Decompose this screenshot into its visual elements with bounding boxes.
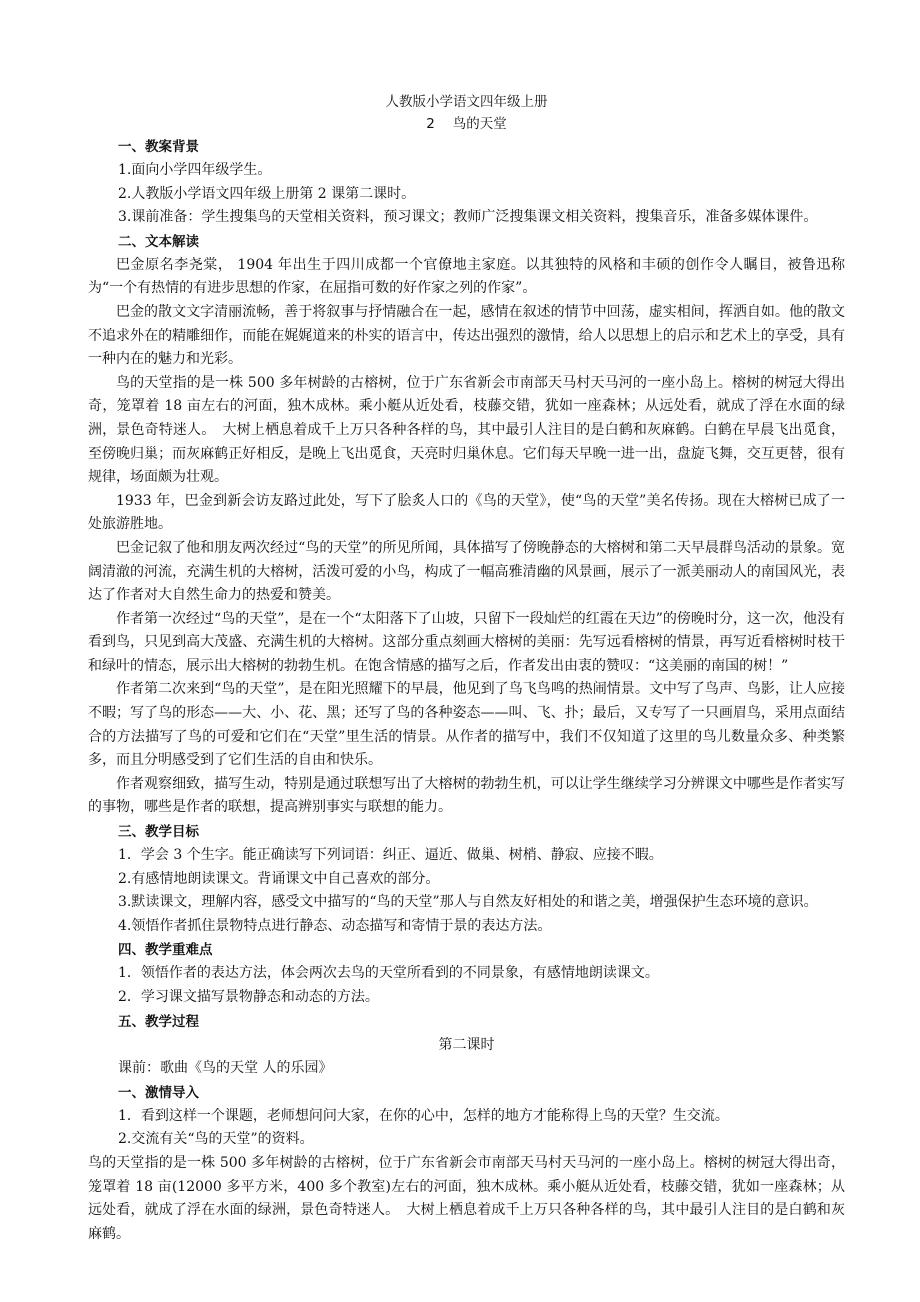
background-item: 2.人教版小学语文四年级上册第 2 课第二课时。 bbox=[118, 185, 416, 202]
intro-item: 2.交流有关“鸟的天堂”的资料。 bbox=[118, 1131, 314, 1148]
analysis-paragraph: 作者观察细致，描写生动，特别是通过联想写出了大榕树的勃勃生机，可以让学生继续学习分辨课文中哪些是作者实写的事物，哪些是作者的联想，提高辨别事实与联想的能力。 bbox=[88, 775, 845, 816]
lesson-number: 2 bbox=[426, 116, 435, 132]
analysis-paragraph: 作者第一次经过“鸟的天堂”，是在一个“太阳落下了山坡，只留下一段灿烂的红霞在天边”的傍晚时分，这一次，他没有看到鸟，只见到高大茂盛、充满生机的大榕树。这部分重点刻画大榕树的美丽：先写远看榕树的情景，再写近看榕树时枝干和绿叶的情态，展示出大榕树的勃勃生机。在饱含情感的描写之后，作者发出由衷的赞叹：“这美丽的南国的树！” bbox=[88, 610, 845, 674]
lesson-title: 鸟的天堂 bbox=[452, 116, 507, 132]
closing-paragraph: 鸟的天堂指的是一株 500 多年树龄的古榕树，位于广东省新会市南部天马村天马河的一座小岛上。榕树的树冠大得出奇，笼罩着 18 亩(12000 多平方米，400 多个教室)左右的河面，独木成林。乘小艇从近处看，枝藤交错，犹如一座森林；从远处看，就成了浮在水面的绿洲，景色奇特迷人。 大树上栖息着成千上万只各种各样的鸟，其中最引人注目的是白鹤和灰麻鹤。 bbox=[88, 1154, 845, 1242]
goal-item: 3.默读课文，理解内容，感受文中描写的“鸟的天堂”那人与自然友好相处的和谐之美，增强保护生态环境的意识。 bbox=[118, 894, 818, 911]
section-heading-background: 一、教案背景 bbox=[118, 139, 199, 155]
section-heading-process: 五、教学过程 bbox=[118, 1013, 199, 1030]
pre-class-note: 课前：歌曲《鸟的天堂 人的乐园》 bbox=[118, 1060, 333, 1077]
lesson-title-line bbox=[88, 113, 845, 135]
analysis-paragraph: 巴金记叙了他和朋友两次经过“鸟的天堂”的所见所闻，具体描写了傍晚静态的大榕树和第二天早晨群鸟活动的景象。宽阔清澈的河流，充满生机的大榕树，活泼可爱的小鸟，构成了一幅高雅清幽的风景画，展示了一派美丽动人的南国风光，表达了作者对大自然生命力的热爱和赞美。 bbox=[88, 539, 845, 604]
analysis-paragraph: 巴金的散文文字清丽流畅，善于将叙事与抒情融合在一起，感情在叙述的情节中回荡，虚实相间，挥洒自如。他的散文不追求外在的精雕细作，而能在娓娓道来的朴实的语言中，传达出强烈的激情，给人以思想上的启示和艺术上的享受，具有一种内在的魅力和光彩。 bbox=[88, 303, 845, 368]
session-title: 第二课时 bbox=[438, 1036, 495, 1053]
analysis-paragraph: 1933 年，巴金到新会访友路过此处，写下了脍炙人口的《鸟的天堂》，使“鸟的天堂”美名传扬。现在大榕树已成了一处旅游胜地。 bbox=[88, 492, 845, 533]
goal-item: 1．学会 3 个生字。能正确读写下列词语：纠正、逼近、做巢、树梢、静寂、应接不暇。 bbox=[118, 847, 663, 864]
key-point-item: 2．学习课文描写景物静态和动态的方法。 bbox=[118, 989, 379, 1005]
subsection-heading-intro: 一、激情导入 bbox=[118, 1084, 199, 1101]
analysis-paragraph: 巴金原名李尧棠， 1904 年出生于四川成都一个官僚地主家庭。以其独特的风格和丰硕的创作令人瞩目，被鲁迅称为“一个有热情的有进步思想的作家，在屈指可数的好作家之列的作家”。 bbox=[88, 256, 845, 297]
key-point-item: 1．领悟作者的表达方法，体会两次去鸟的天堂所看到的不同景象，有感情地朗读课文。 bbox=[118, 965, 659, 982]
intro-item: 1．看到这样一个课题，老师想问问大家，在你的心中，怎样的地方才能称得上鸟的天堂？生交流。 bbox=[118, 1107, 729, 1124]
background-item: 1.面向小学四年级学生。 bbox=[118, 162, 272, 178]
analysis-paragraph: 作者第二次来到“鸟的天堂”，是在阳光照耀下的早晨，他见到了鸟飞鸟鸣的热闹情景。文中写了鸟声、鸟影，让人应接不暇；写了鸟的形态——大、小、花、黑；还写了鸟的各种姿态——叫、飞、扑；最后，又专写了一只画眉鸟，采用点面结合的方法描写了鸟的可爱和它们在“天堂”里生活的情景。从作者的描写中，我们不仅知道了这里的鸟儿数量众多、种类繁多，而且分明感受到了它们生活的自由和快乐。 bbox=[88, 681, 845, 769]
book-title: 人教版小学语文四年级上册 bbox=[385, 94, 548, 110]
background-item: 3.课前准备：学生搜集鸟的天堂相关资料，预习课文；教师广泛搜集课文相关资料，搜集音乐，准备多媒体课件。 bbox=[118, 209, 818, 226]
goal-item: 4.领悟作者抓住景物特点进行静态、动态描写和寄情于景的表达方法。 bbox=[118, 917, 552, 934]
analysis-paragraph: 鸟的天堂指的是一株 500 多年树龄的古榕树，位于广东省新会市南部天马村天马河的一座小岛上。榕树的树冠大得出奇，笼罩着 18 亩左右的河面，独木成林。乘小艇从近处看，枝藤交错，犹如一座森林；从远处看，就成了浮在水面的绿洲，景色奇特迷人。 大树上栖息着成千上万只各种各样的鸟，其中最引人注目的是白鹤和灰麻鹤。白鹤在早晨飞出觅食，至傍晚归巢；而灰麻鹤正好相反，是晚上飞出觅食，天亮时归巢休息。它们每天早晚一进一出，盘旋飞舞，交互更替，很有规律，场面颇为壮观。 bbox=[88, 374, 845, 486]
goal-item: 2.有感情地朗读课文。背诵课文中自己喜欢的部分。 bbox=[118, 870, 440, 887]
section-heading-goals: 三、教学目标 bbox=[118, 824, 199, 841]
section-heading-text-analysis: 二、文本解读 bbox=[118, 233, 199, 250]
section-heading-key-points: 四、教学重难点 bbox=[118, 942, 213, 959]
